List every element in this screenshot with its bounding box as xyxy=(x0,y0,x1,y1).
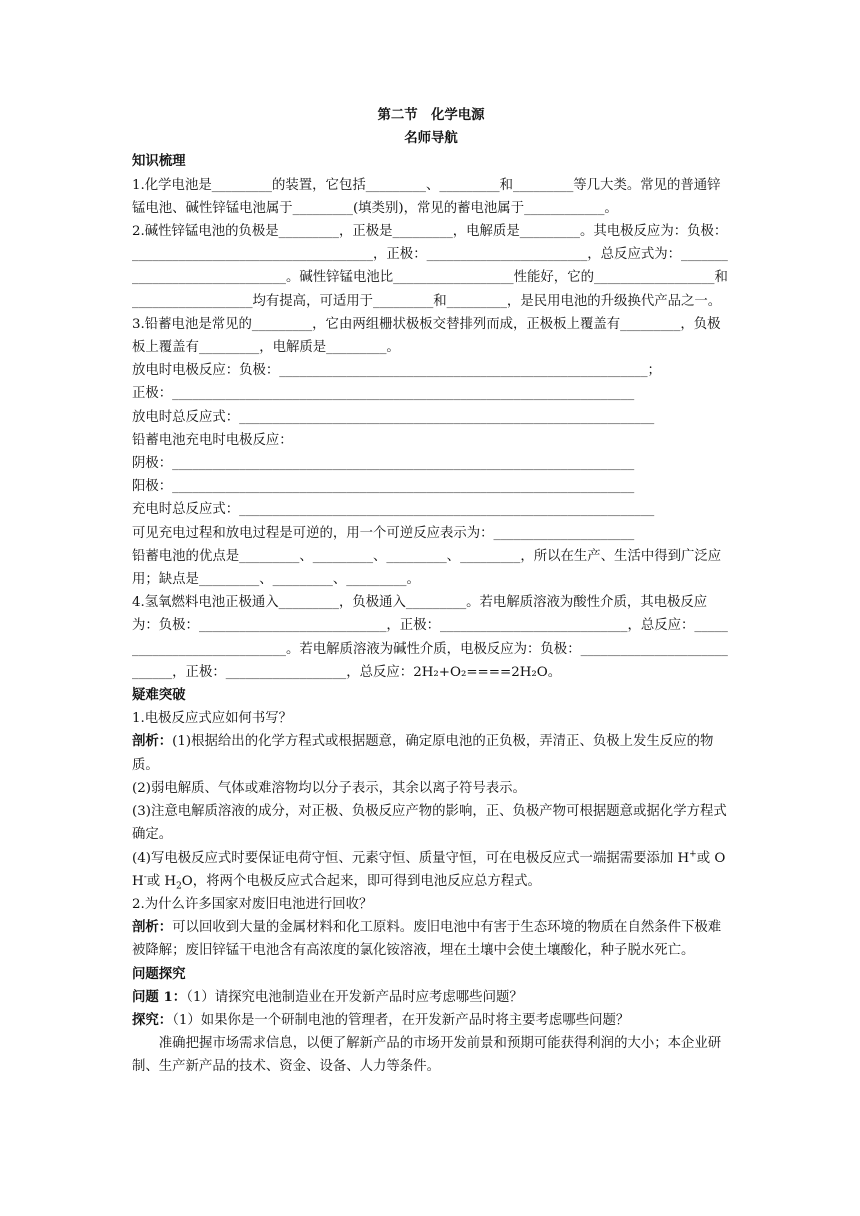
explore-answer-1 xyxy=(132,1009,730,1032)
difficult-answer-1-part-2: (2)弱电解质、气体或难溶物均以分子表示，其余以离子符号表示。 xyxy=(132,780,526,796)
reversible-reaction-line: 可见充电过程和放电过程是可逆的，用一个可逆反应表示为：_____________________ xyxy=(132,525,635,541)
section-heading-knowledge: 知识梳理 xyxy=(132,153,186,170)
question-text: （1）请探究电池制造业在开发新产品时应考虑哪些问题？ xyxy=(186,989,523,1005)
superscript-plus: + xyxy=(689,849,697,860)
question-label: 问题 1： xyxy=(132,988,187,1005)
section-heading-explore: 问题探究 xyxy=(132,965,186,982)
difficult-answer-2 xyxy=(132,916,730,962)
discharge-total-line: 放电时总反应式：______________________________________________________________ xyxy=(132,409,655,425)
difficult-answer-1-part-1 xyxy=(132,730,730,776)
charge-heading-line: 铅蓄电池充电时电极反应： xyxy=(132,432,293,448)
difficult-answer-1-part-3: (3)注意电解质溶液的成分，对正极、负极反应产物的影响，正、负极产物可根据题意或据化学方程式确定。 xyxy=(132,804,727,843)
lead-battery-advantages: 铅蓄电池的优点是_________、_________、_________、_________，所以在生产、生活中得到广泛应用；缺点是_________、_________、_________。 xyxy=(132,548,722,588)
knowledge-item-4 xyxy=(132,591,730,684)
analysis-text: (1)根据给出的化学方程式或根据题意，确定原电池的正负极，弄清正、负极上发生反应的物质。 xyxy=(132,734,714,773)
subscript-two: 2 xyxy=(176,881,182,892)
analysis-label: 剖析： xyxy=(132,733,173,750)
part-4-text-d: O，将两个电极反应式合起来，即可得到电池反应总方程式。 xyxy=(181,873,541,889)
discharge-positive-line: 正极：_____________________________________________________________________ xyxy=(132,386,635,402)
difficult-question-2: 2.为什么许多国家对废旧电池进行回收？ xyxy=(132,896,373,912)
knowledge-item-1: 1.化学电池是_________的装置，它包括_________、_________和_________等几大类。常见的普通锌锰电池、碱性锌锰电池属于_________(填类别)，常见的蓄电池属于____________。 xyxy=(132,177,721,216)
part-4-text-b: 或 OH xyxy=(132,850,726,889)
explore-text: （1）如果你是一个研制电池的管理者，在开发新产品时将主要考虑哪些问题？ xyxy=(172,1012,630,1028)
explore-label: 探究： xyxy=(132,1011,173,1028)
difficult-question-1: 1.电极反应式应如何书写？ xyxy=(132,711,293,727)
part-4-text-a: (4)写电极反应式时要保证电荷守恒、元素守恒、质量守恒，可在电极反应式一端据需要添加 H xyxy=(132,850,690,866)
part-4-text-c: 或 H xyxy=(146,873,177,889)
page-title: 第二节 化学电源 xyxy=(377,107,485,123)
charge-anode-line: 阳极：_____________________________________________________________________ xyxy=(132,479,635,495)
hydrogen-oxygen-equation: 2H₂+O₂====2H₂O。 xyxy=(413,664,562,680)
discharge-negative-line: 放电时电极反应：负极：_______________________________________________________； xyxy=(132,363,661,379)
knowledge-item-2: 2.碱性锌锰电池的负极是_________，正极是_________，电解质是_________。其电极反应为：负极：____________________________________，正极：________________________，总反应式为：______________________________。碱性锌锰电池比__________________性能好，它的__________________和__________________均有提高，可适用于_________和_________，是民用电池的升级换代产品之一。 xyxy=(132,224,728,309)
difficult-answer-1-part-4 xyxy=(132,847,730,893)
section-heading-difficult: 疑难突破 xyxy=(132,687,186,704)
superscript-minus: - xyxy=(143,872,147,883)
explore-question-1 xyxy=(132,986,730,1009)
analysis-label-2: 剖析： xyxy=(132,919,173,936)
charge-cathode-line: 阴极：_____________________________________________________________________ xyxy=(132,456,635,472)
knowledge-item-3: 3.铅蓄电池是常见的_________，它由两组栅状极板交替排列而成，正极板上覆盖有_________，负极板上覆盖有_________，电解质是_________。 xyxy=(132,316,721,356)
analysis-text-2: 可以回收到大量的金属材料和化工原料。废旧电池中有害于生态环境的物质在自然条件下极难被降解；废旧锌锰干电池含有高浓度的氯化铵溶液，埋在土壤中会使土壤酸化，种子脱水死亡。 xyxy=(132,920,722,959)
explore-answer-detail: 准确把握市场需求信息，以便了解新产品的市场开发前景和预期可能获得利润的大小；本企业研制、生产新产品的技术、资金、设备、人力等条件。 xyxy=(132,1036,722,1075)
page-subtitle: 名师导航 xyxy=(404,130,458,147)
charge-total-line: 充电时总反应式：______________________________________________________________ xyxy=(132,502,655,518)
document-page xyxy=(132,104,730,1079)
knowledge-item-4-text: 4.氢氧燃料电池正极通入_________，负极通入_________。若电解质溶液为酸性介质，其电极反应为：负极：____________________________，正极：____________________________，总反应：____________________________。若电解质溶液为碱性介质，电极反应为：负极：____________________________，正极：__________________，总反应： xyxy=(132,595,728,680)
